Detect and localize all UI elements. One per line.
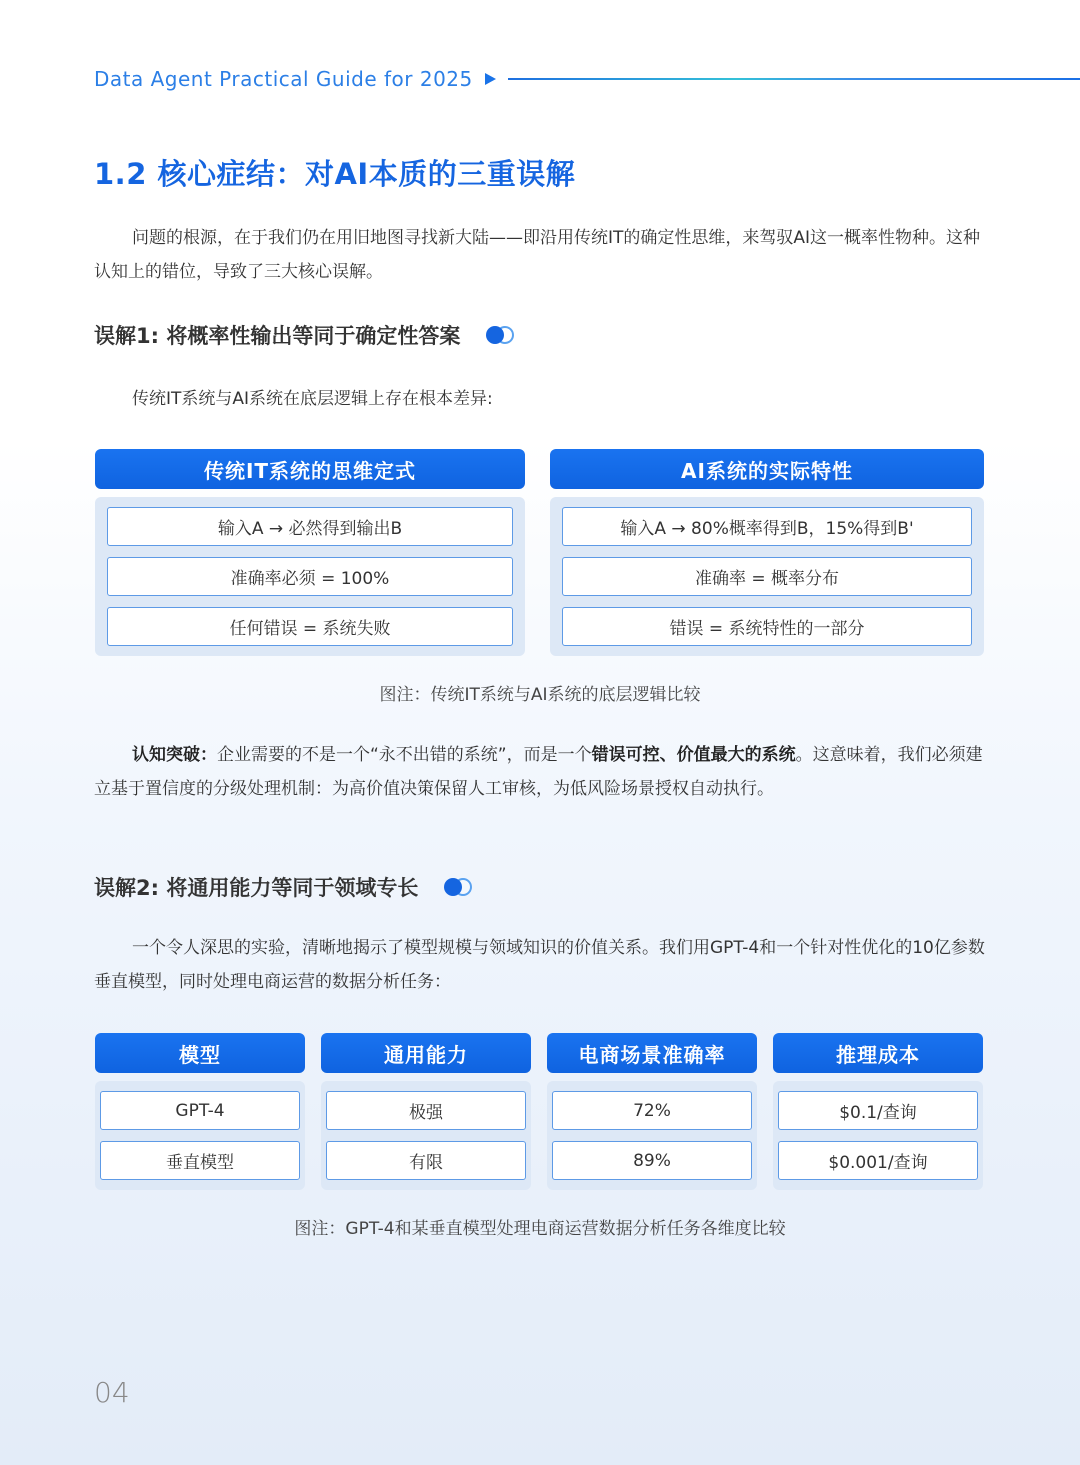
traditional-it-header: 传统IT系统的思维定式 <box>95 449 525 489</box>
ai-system-list <box>550 497 984 656</box>
misunderstanding-1-heading <box>94 320 516 350</box>
list-item: 准确率必须 = 100% <box>107 557 513 596</box>
column-header: 通用能力 <box>321 1033 531 1073</box>
list-item: 输入A → 80%概率得到B，15%得到B' <box>562 507 972 546</box>
table-cell: 垂直模型 <box>100 1141 300 1180</box>
insight-bold: 错误可控、价值最大的系统 <box>591 745 796 765</box>
ai-system-header: AI系统的实际特性 <box>550 449 984 489</box>
table-column-model <box>95 1033 305 1190</box>
ai-system-column <box>550 449 984 656</box>
table-cell: GPT-4 <box>100 1091 300 1130</box>
figure-caption-1: 图注：传统IT系统与AI系统的底层逻辑比较 <box>379 685 701 705</box>
section-title: 1.2 核心症结：对AI本质的三重误解 <box>94 157 576 191</box>
misunderstanding-1-title: 误解1: 将概率性输出等同于确定性答案 <box>94 324 461 348</box>
column-values <box>773 1081 983 1190</box>
page-number: 04 <box>94 1376 130 1409</box>
column-header: 模型 <box>95 1033 305 1073</box>
column-values <box>321 1081 531 1190</box>
column-header: 电商场景准确率 <box>547 1033 757 1073</box>
column-values <box>95 1081 305 1190</box>
play-arrow-icon <box>485 73 496 85</box>
toggle-icon <box>486 326 516 344</box>
header-divider <box>508 78 1080 80</box>
table-column-accuracy <box>547 1033 757 1190</box>
misunderstanding-2-heading <box>94 872 474 902</box>
figure-caption-2: 图注：GPT-4和某垂直模型处理电商运营数据分析任务各维度比较 <box>294 1219 786 1239</box>
list-item: 准确率 = 概率分布 <box>562 557 972 596</box>
table-cell: 72% <box>552 1091 752 1130</box>
table-cell: $0.1/查询 <box>778 1091 978 1130</box>
table-cell: 89% <box>552 1141 752 1180</box>
list-item: 任何错误 = 系统失败 <box>107 607 513 646</box>
insight-text-1: 企业需要的不是一个“永不出错的系统”，而是一个 <box>217 745 592 765</box>
misunderstanding-2-title: 误解2: 将通用能力等同于领域专长 <box>94 876 419 900</box>
insight-paragraph <box>94 738 986 806</box>
list-item: 输入A → 必然得到输出B <box>107 507 513 546</box>
table-column-general-ability <box>321 1033 531 1190</box>
intro-paragraph: 问题的根源，在于我们仍在用旧地图寻找新大陆——即沿用传统IT的确定性思维，来驾驭AI这一概率性物种。这种认知上的错位，导致了三大核心误解。 <box>94 228 981 282</box>
toggle-icon <box>444 878 474 896</box>
page-header <box>94 64 1080 94</box>
insight-label: 认知突破： <box>132 745 217 765</box>
column-values <box>547 1081 757 1190</box>
list-item: 错误 = 系统特性的一部分 <box>562 607 972 646</box>
table-cell: 极强 <box>326 1091 526 1130</box>
misunderstanding-1-lead: 传统IT系统与AI系统在底层逻辑上存在根本差异: <box>132 389 493 409</box>
traditional-it-column <box>95 449 525 656</box>
table-cell: $0.001/查询 <box>778 1141 978 1180</box>
table-column-cost <box>773 1033 983 1190</box>
table-cell: 有限 <box>326 1141 526 1180</box>
misunderstanding-2-lead: 一个令人深思的实验，清晰地揭示了模型规模与领域知识的价值关系。我们用GPT-4和一个针对性优化的10亿参数垂直模型，同时处理电商运营的数据分析任务： <box>94 938 985 992</box>
traditional-it-list <box>95 497 525 656</box>
insight-text-2: 。这意味着，我们必须建立基于置信度的分级处理机制：为高价值决策保留人工审核，为低风险场景授权自动执行。 <box>94 745 983 799</box>
header-title: Data Agent Practical Guide for 2025 <box>94 67 473 91</box>
column-header: 推理成本 <box>773 1033 983 1073</box>
